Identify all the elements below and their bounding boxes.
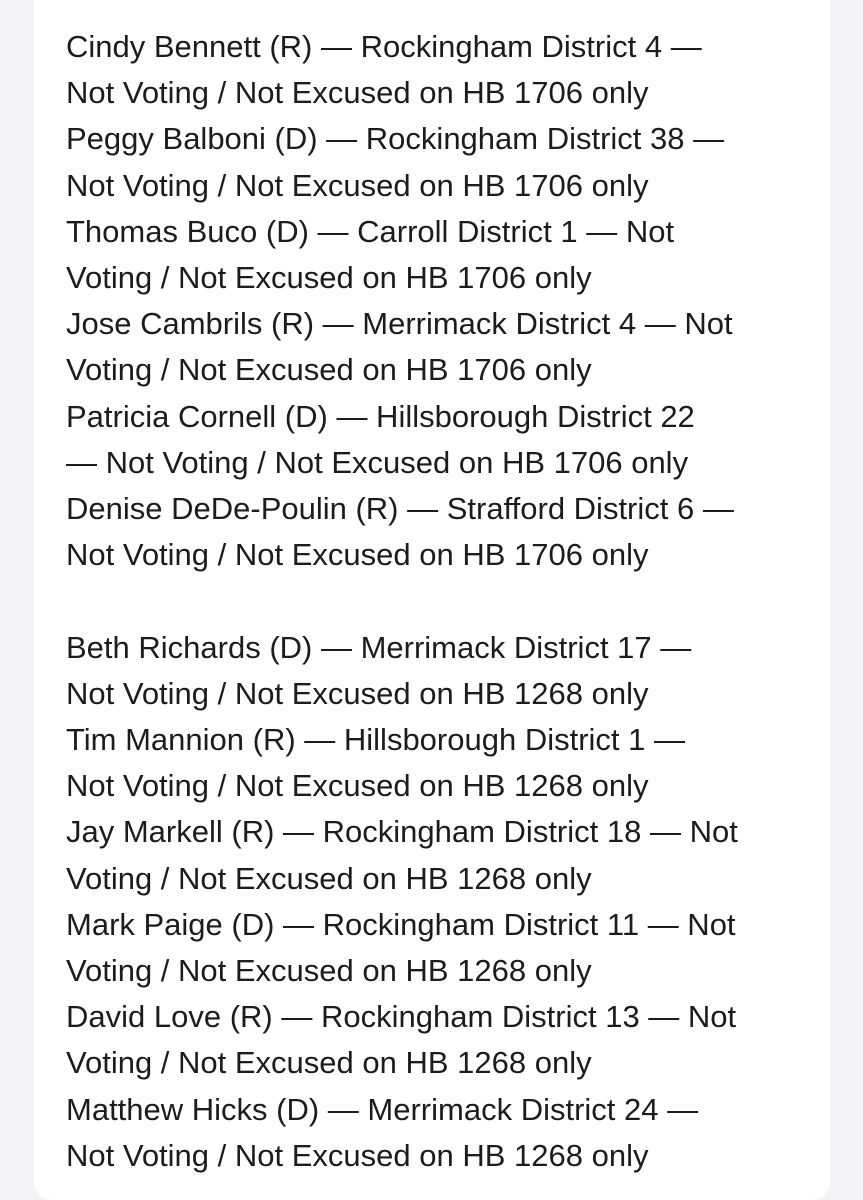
entry-line: Voting / Not Excused on HB 1706 only — [66, 260, 592, 296]
list-item — [66, 394, 816, 486]
entry-line: — Not Voting / Not Excused on HB 1706 only — [66, 444, 689, 480]
entry-line: Beth Richards (D) — Merrimack District 17 — — [66, 629, 692, 665]
entry-line: Jose Cambrils (R) — Merrimack District 4 — Not — [66, 306, 733, 342]
entry-line: Voting / Not Excused on HB 1706 only — [66, 352, 592, 388]
list-item — [66, 209, 816, 301]
list-item — [66, 24, 816, 116]
entry-line: David Love (R) — Rockingham District 13 — Not — [66, 999, 737, 1035]
list-item — [66, 301, 816, 393]
message-text — [66, 24, 816, 1179]
entry-line: Thomas Buco (D) — Carroll District 1 — Not — [66, 213, 675, 249]
entry-line: Peggy Balboni (D) — Rockingham District 38 — — [66, 121, 725, 157]
list-item — [66, 1087, 816, 1179]
entry-line: Not Voting / Not Excused on HB 1268 only — [66, 768, 649, 804]
entry-line: Mark Paige (D) — Rockingham District 11 — Not — [66, 906, 736, 942]
entry-line: Voting / Not Excused on HB 1268 only — [66, 1045, 592, 1081]
entry-line: Not Voting / Not Excused on HB 1706 only — [66, 537, 649, 573]
hb-1268-group — [66, 625, 816, 1179]
list-item — [66, 902, 816, 994]
list-item — [66, 116, 816, 208]
hb-1706-group — [66, 24, 816, 578]
list-item — [66, 717, 816, 809]
entry-line: Not Voting / Not Excused on HB 1268 only — [66, 1137, 649, 1173]
entry-line: Jay Markell (R) — Rockingham District 18 — Not — [66, 814, 738, 850]
list-item — [66, 625, 816, 717]
entry-line: Tim Mannion (R) — Hillsborough District 1 — — [66, 722, 686, 758]
entry-line: Voting / Not Excused on HB 1268 only — [66, 860, 592, 896]
entry-line: Cindy Bennett (R) — Rockingham District 4 — — [66, 29, 702, 64]
entry-line: Not Voting / Not Excused on HB 1706 only — [66, 75, 649, 111]
entry-line: Denise DeDe-Poulin (R) — Strafford District 6 — — [66, 491, 734, 527]
list-item — [66, 994, 816, 1086]
list-item — [66, 809, 816, 901]
entry-line: Not Voting / Not Excused on HB 1706 only — [66, 167, 649, 203]
list-item — [66, 486, 816, 578]
entry-line: Voting / Not Excused on HB 1268 only — [66, 953, 592, 989]
entry-line: Patricia Cornell (D) — Hillsborough District 22 — [66, 398, 695, 434]
entry-line: Not Voting / Not Excused on HB 1268 only — [66, 675, 649, 711]
entry-line: Matthew Hicks (D) — Merrimack District 24 — — [66, 1091, 699, 1127]
